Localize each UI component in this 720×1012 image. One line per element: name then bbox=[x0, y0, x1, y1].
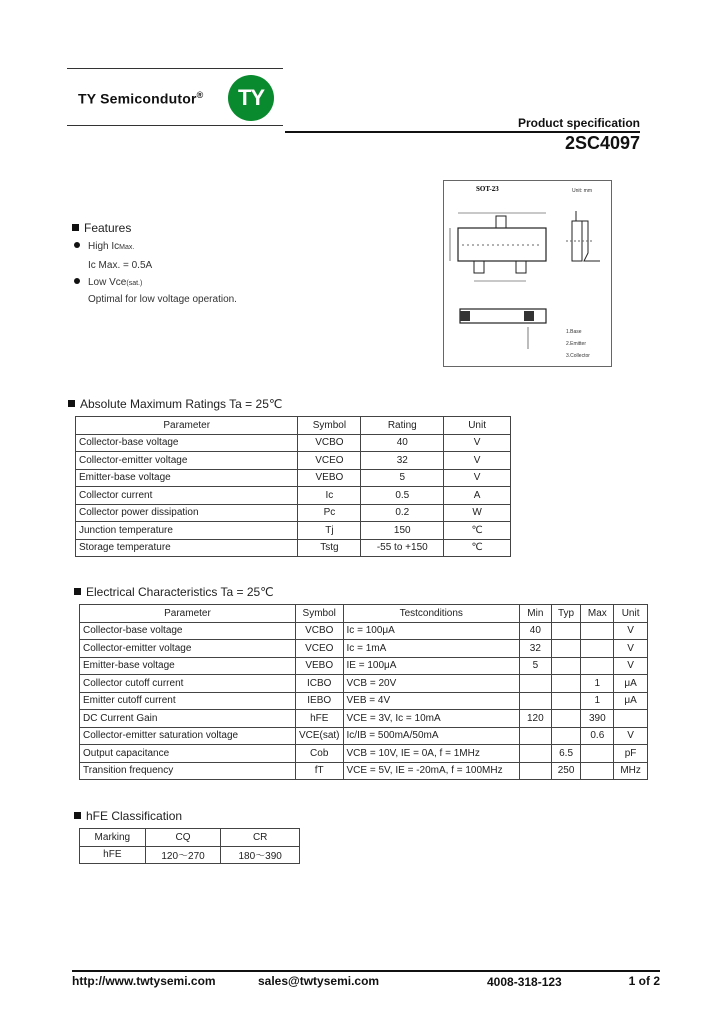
table-cell: Ic/IB = 500mA/50mA bbox=[343, 727, 519, 745]
table-row bbox=[80, 762, 648, 780]
col-header: Unit bbox=[444, 417, 511, 435]
table-cell: -55 to +150 bbox=[361, 539, 444, 557]
col-header: Rating bbox=[361, 417, 444, 435]
table-cell: 150 bbox=[361, 522, 444, 540]
table-cell: 5 bbox=[361, 469, 444, 487]
table-cell: Ic = 1mA bbox=[343, 640, 519, 658]
table-cell: Emitter-base voltage bbox=[76, 469, 298, 487]
footer-rule bbox=[72, 970, 660, 972]
table-cell: V bbox=[614, 622, 648, 640]
features-title: Features bbox=[72, 221, 131, 235]
pin-3-label: 3.Collector bbox=[566, 353, 590, 359]
table-cell: 40 bbox=[520, 622, 552, 640]
table-cell: ℃ bbox=[444, 539, 511, 557]
table-header-row bbox=[80, 829, 300, 847]
table-cell: 32 bbox=[520, 640, 552, 658]
pin-2-label: 2.Emitter bbox=[566, 341, 587, 347]
table-cell bbox=[551, 727, 581, 745]
table-cell: MHz bbox=[614, 762, 648, 780]
table-cell bbox=[551, 640, 581, 658]
col-header: Max bbox=[581, 605, 614, 623]
col-header: Parameter bbox=[76, 417, 298, 435]
table-cell bbox=[581, 622, 614, 640]
table-cell: pF bbox=[614, 745, 648, 763]
footer-email[interactable]: sales@twtysemi.com bbox=[258, 974, 380, 988]
table-row bbox=[76, 452, 511, 470]
table-cell: 120～270 bbox=[145, 846, 221, 864]
table-cell: VCBO bbox=[298, 434, 361, 452]
table-cell: Collector cutoff current bbox=[80, 675, 296, 693]
section-square-icon bbox=[74, 588, 81, 595]
sot23-outline-diagram bbox=[444, 181, 611, 366]
table-row bbox=[80, 727, 648, 745]
table-cell: IEBO bbox=[295, 692, 343, 710]
table-cell: VCE = 3V, Ic = 10mA bbox=[343, 710, 519, 728]
table-cell: Tj bbox=[298, 522, 361, 540]
table-cell: Collector-emitter voltage bbox=[80, 640, 296, 658]
table-cell bbox=[551, 622, 581, 640]
table-row bbox=[76, 539, 511, 557]
table-row bbox=[76, 504, 511, 522]
unit-label: Unit: mm bbox=[572, 188, 592, 194]
table-cell: Collector-emitter saturation voltage bbox=[80, 727, 296, 745]
col-header: CQ bbox=[145, 829, 221, 847]
table-cell: 120 bbox=[520, 710, 552, 728]
feature-detail: Ic Max. = 0.5A bbox=[88, 260, 153, 271]
hfe-title: hFE Classification bbox=[74, 809, 182, 823]
table-cell bbox=[551, 710, 581, 728]
table-cell: hFE bbox=[80, 846, 146, 864]
pin-1-label: 1.Base bbox=[566, 329, 582, 335]
table-header-row bbox=[80, 605, 648, 623]
table-cell: IE = 100μA bbox=[343, 657, 519, 675]
table-cell bbox=[614, 710, 648, 728]
table-cell: Transition frequency bbox=[80, 762, 296, 780]
table-cell: V bbox=[614, 657, 648, 675]
table-cell: 0.6 bbox=[581, 727, 614, 745]
table-cell: hFE bbox=[295, 710, 343, 728]
brand-name: TY Semicondutor® bbox=[78, 90, 204, 107]
header-top-rule bbox=[67, 68, 283, 69]
table-cell: Collector current bbox=[76, 487, 298, 505]
table-cell bbox=[551, 657, 581, 675]
table-cell bbox=[551, 675, 581, 693]
table-cell: μA bbox=[614, 675, 648, 693]
table-cell: 390 bbox=[581, 710, 614, 728]
table-cell: 1 bbox=[581, 675, 614, 693]
abs-max-table bbox=[75, 416, 511, 557]
table-cell bbox=[581, 657, 614, 675]
table-cell: V bbox=[444, 469, 511, 487]
table-cell: 0.5 bbox=[361, 487, 444, 505]
table-row bbox=[80, 640, 648, 658]
table-cell: Cob bbox=[295, 745, 343, 763]
feature-detail: Optimal for low voltage operation. bbox=[88, 294, 237, 305]
bullet-icon bbox=[74, 278, 80, 284]
col-header: Symbol bbox=[298, 417, 361, 435]
table-cell: DC Current Gain bbox=[80, 710, 296, 728]
table-cell: 32 bbox=[361, 452, 444, 470]
spec-label: Product specification bbox=[517, 116, 640, 130]
table-cell: W bbox=[444, 504, 511, 522]
table-cell: Ic bbox=[298, 487, 361, 505]
table-cell: μA bbox=[614, 692, 648, 710]
section-square-icon bbox=[74, 812, 81, 819]
section-square-icon bbox=[72, 224, 79, 231]
table-cell bbox=[520, 727, 552, 745]
table-cell: V bbox=[444, 452, 511, 470]
section-square-icon bbox=[68, 400, 75, 407]
table-cell: 5 bbox=[520, 657, 552, 675]
company-logo: TY bbox=[228, 75, 274, 121]
elec-title: Electrical Characteristics Ta = 25℃ bbox=[74, 585, 274, 599]
footer-website[interactable]: http://www.twtysemi.com bbox=[72, 974, 216, 988]
table-cell: 1 bbox=[581, 692, 614, 710]
col-header: Marking bbox=[80, 829, 146, 847]
table-cell: VCEO bbox=[295, 640, 343, 658]
table-cell: fT bbox=[295, 762, 343, 780]
table-row bbox=[76, 487, 511, 505]
table-row bbox=[80, 692, 648, 710]
feature-item: Low Vce(sat.) bbox=[74, 277, 142, 288]
table-cell bbox=[520, 675, 552, 693]
col-header: Parameter bbox=[80, 605, 296, 623]
col-header: Typ bbox=[551, 605, 581, 623]
table-cell: ℃ bbox=[444, 522, 511, 540]
table-cell: ICBO bbox=[295, 675, 343, 693]
table-row bbox=[80, 657, 648, 675]
table-cell: 250 bbox=[551, 762, 581, 780]
table-cell: Collector-base voltage bbox=[80, 622, 296, 640]
table-row bbox=[80, 710, 648, 728]
table-row bbox=[76, 434, 511, 452]
table-cell: Junction temperature bbox=[76, 522, 298, 540]
table-cell bbox=[551, 692, 581, 710]
table-cell: Collector-base voltage bbox=[76, 434, 298, 452]
table-cell: Collector-emitter voltage bbox=[76, 452, 298, 470]
table-cell bbox=[520, 762, 552, 780]
table-cell: V bbox=[614, 727, 648, 745]
table-cell: VEBO bbox=[298, 469, 361, 487]
table-cell: 180～390 bbox=[221, 846, 300, 864]
table-cell: V bbox=[614, 640, 648, 658]
table-cell: 6.5 bbox=[551, 745, 581, 763]
table-cell: Storage temperature bbox=[76, 539, 298, 557]
col-header: Testconditions bbox=[343, 605, 519, 623]
bullet-icon bbox=[74, 242, 80, 248]
table-cell: VEBO bbox=[295, 657, 343, 675]
package-title: SOT-23 bbox=[476, 185, 499, 193]
table-cell bbox=[520, 745, 552, 763]
table-cell: VCB = 20V bbox=[343, 675, 519, 693]
table-row bbox=[80, 675, 648, 693]
col-header: Symbol bbox=[295, 605, 343, 623]
header-bottom-rule bbox=[67, 125, 283, 126]
table-cell: Tstg bbox=[298, 539, 361, 557]
table-row bbox=[80, 745, 648, 763]
part-number: 2SC4097 bbox=[564, 133, 640, 153]
table-cell bbox=[520, 692, 552, 710]
table-cell: A bbox=[444, 487, 511, 505]
table-cell bbox=[581, 745, 614, 763]
hfe-table bbox=[79, 828, 300, 864]
table-row bbox=[76, 469, 511, 487]
table-cell: Collector power dissipation bbox=[76, 504, 298, 522]
table-cell: VCE = 5V, IE = -20mA, f = 100MHz bbox=[343, 762, 519, 780]
table-cell: Ic = 100μA bbox=[343, 622, 519, 640]
table-cell: VCE(sat) bbox=[295, 727, 343, 745]
table-cell bbox=[581, 762, 614, 780]
table-cell: Pc bbox=[298, 504, 361, 522]
col-header: CR bbox=[221, 829, 300, 847]
table-cell: Output capacitance bbox=[80, 745, 296, 763]
abs-max-title: Absolute Maximum Ratings Ta = 25℃ bbox=[68, 397, 282, 411]
col-header: Min bbox=[520, 605, 552, 623]
table-row bbox=[80, 622, 648, 640]
table-cell bbox=[581, 640, 614, 658]
col-header: Unit bbox=[614, 605, 648, 623]
feature-item: High IcMax. bbox=[74, 241, 134, 252]
table-cell: 40 bbox=[361, 434, 444, 452]
table-cell: VCEO bbox=[298, 452, 361, 470]
footer-page-number: 1 of 2 bbox=[628, 974, 660, 988]
elec-table bbox=[79, 604, 648, 780]
table-row bbox=[80, 846, 300, 864]
table-header-row bbox=[76, 417, 511, 435]
table-cell: Emitter cutoff current bbox=[80, 692, 296, 710]
package-drawing bbox=[443, 180, 612, 367]
table-cell: 0.2 bbox=[361, 504, 444, 522]
footer-phone: 4008-318-123 bbox=[487, 975, 562, 989]
table-cell: V bbox=[444, 434, 511, 452]
table-cell: Emitter-base voltage bbox=[80, 657, 296, 675]
table-cell: VEB = 4V bbox=[343, 692, 519, 710]
table-row bbox=[76, 522, 511, 540]
table-cell: VCB = 10V, IE = 0A, f = 1MHz bbox=[343, 745, 519, 763]
table-cell: VCBO bbox=[295, 622, 343, 640]
